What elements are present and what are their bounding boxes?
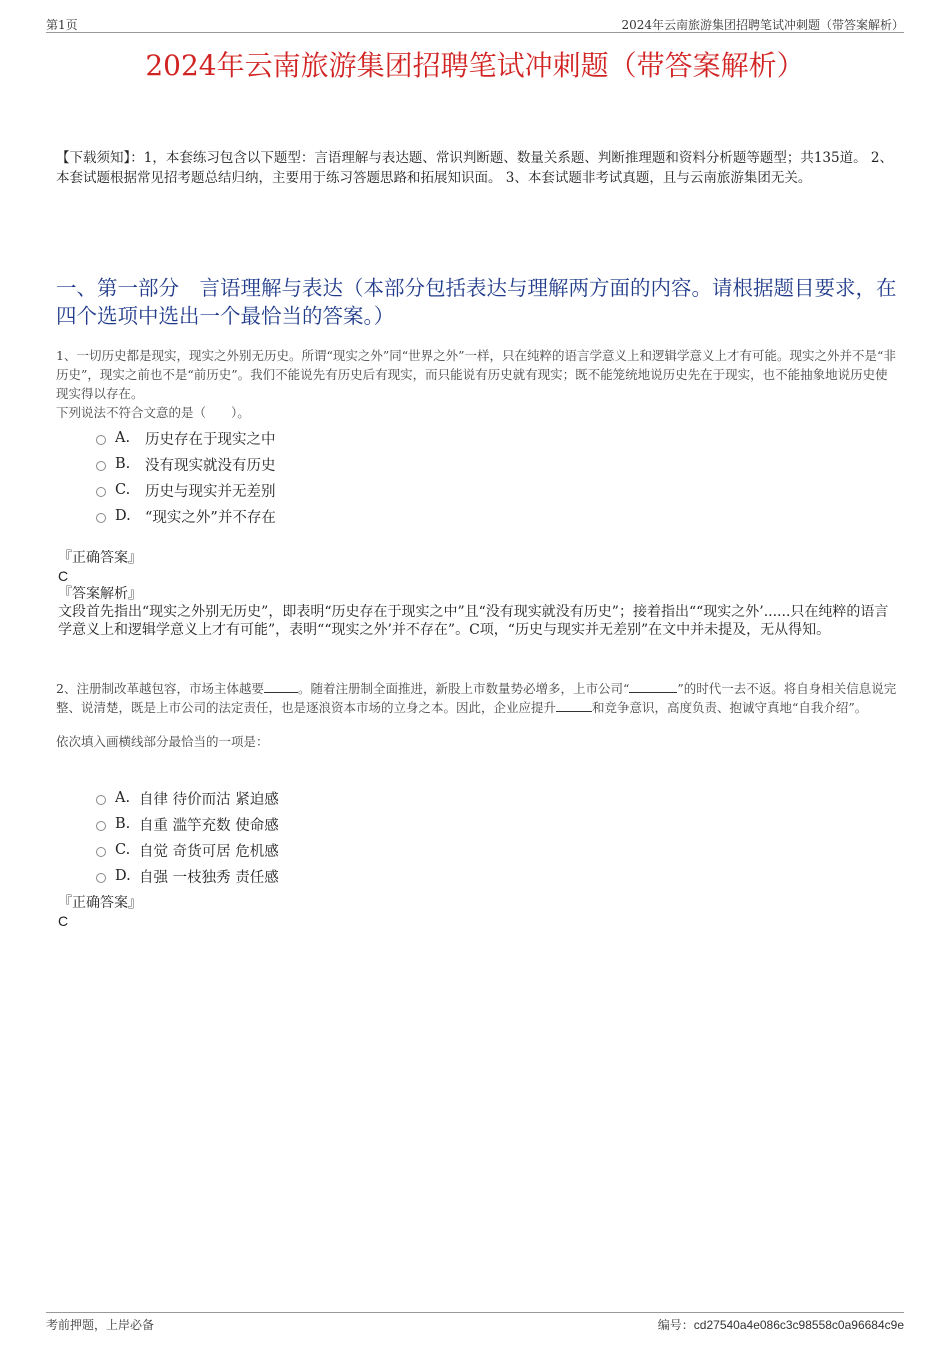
option-b[interactable] <box>96 811 279 837</box>
footer-slogan: 考前押题，上岸必备 <box>46 1318 155 1332</box>
download-notice: 【下载须知】：1，本套练习包含以下题型：言语理解与表达题、常识判断题、数量关系题、判断推理题和资料分析题等题型；共135道。 2、本套试题根据常见招考题总结归纳，主要用于练习答题思路和拓展知识面。 3、本套试题非考试真题，且与云南旅游集团无关。 <box>56 150 893 186</box>
option-a[interactable] <box>96 425 276 451</box>
radio-icon[interactable] <box>96 487 106 497</box>
option-key: A. <box>115 430 131 446</box>
option-key: C. <box>115 842 131 858</box>
radio-icon[interactable] <box>96 435 106 445</box>
option-key: D. <box>115 868 131 884</box>
document-title: 2024年云南旅游集团招聘笔试冲刺题（带答案解析） <box>145 49 805 82</box>
radio-icon[interactable] <box>96 847 106 857</box>
header-doc-title: 2024年云南旅游集团招聘笔试冲刺题（带答案解析） <box>621 18 904 32</box>
answer-value: C <box>58 913 69 929</box>
option-a[interactable] <box>96 785 279 811</box>
fill-blank <box>556 711 592 712</box>
option-text: 自律 待价而沽 紧迫感 <box>139 791 279 808</box>
radio-icon[interactable] <box>96 821 106 831</box>
option-text: 自重 滥竽充数 使命感 <box>139 817 279 834</box>
question-1-options <box>96 425 276 529</box>
analysis-text: 文段首先指出“现实之外别无历史”，即表明“历史存在于现实之中”且“没有现实就没有历史”；接着指出““现实之外’......只在纯粹的语言学意义上和逻辑学意义上才有可能”，表明““现实之外’并不存在”。C项，“历史与现实并无差别”在文中并未提及，无从得知。 <box>58 604 889 638</box>
option-text: 历史与现实并无差别 <box>145 483 276 500</box>
footer-code <box>658 1316 904 1333</box>
footer-code-value: cd27540a4e086c3c98558c0a96684c9e <box>693 1318 904 1332</box>
question-2-options <box>96 785 279 889</box>
page-footer <box>46 1312 904 1333</box>
option-text: 自觉 奇货可居 危机感 <box>139 843 279 860</box>
stem-part: ”的时代一去不返。将自身相关信息说完整、说清楚，既是上市公司的法定责任，也是逐浪资本市场的立身之本。因此，企业应提升 <box>56 681 897 715</box>
option-c[interactable] <box>96 477 276 503</box>
question-2-answer-block <box>58 894 898 930</box>
question-1-text: 1、一切历史都是现实，现实之外别无历史。所谓“现实之外”同“世界之外”一样，只在纯粹的语言学意义上和逻辑学意义上才有可能。现实之外并不是“非历史”，现实之前也不是“前历史”。我们不能说先有历史后有现实，而只能说有历史就有现实；既不能笼统地说历史先在于现实，也不能抽象地说历史使现实得以存在。 <box>56 348 896 401</box>
option-key: B. <box>115 456 131 472</box>
answer-label: 『正确答案』 <box>58 550 142 566</box>
option-text: 没有现实就没有历史 <box>145 457 276 474</box>
radio-icon[interactable] <box>96 461 106 471</box>
answer-label: 『正确答案』 <box>58 895 142 911</box>
option-key: A. <box>115 790 131 806</box>
stem-part: 。随着注册制全面推进，新股上市数量势必增多，上市公司“ <box>297 681 630 696</box>
option-text: 历史存在于现实之中 <box>145 431 276 448</box>
footer-code-label: 编号： <box>657 1318 694 1332</box>
option-text: “现实之外”并不存在 <box>145 509 276 526</box>
option-key: B. <box>115 816 131 832</box>
option-c[interactable] <box>96 837 279 863</box>
page-header <box>46 14 904 33</box>
question-2-text <box>56 679 898 717</box>
question-2-stem <box>56 679 898 751</box>
option-d[interactable] <box>96 863 279 889</box>
stem-part: 和竞争意识，高度负责、抱诚守真地“自我介绍”。 <box>592 700 868 715</box>
stem-part: 2、注册制改革越包容，市场主体越要 <box>56 681 264 696</box>
question-1-answer-block <box>58 549 898 639</box>
question-1-stem <box>56 346 898 422</box>
answer-value: C <box>58 568 69 584</box>
fill-blank <box>264 692 298 693</box>
radio-icon[interactable] <box>96 795 106 805</box>
option-key: C. <box>115 482 131 498</box>
option-key: D. <box>115 508 131 524</box>
section-title: 一、第一部分 言语理解与表达（本部分包括表达与理解两方面的内容。请根据题目要求，在四个选项中选出一个最恰当的答案。） <box>56 276 897 328</box>
radio-icon[interactable] <box>96 513 106 523</box>
option-b[interactable] <box>96 451 276 477</box>
option-d[interactable] <box>96 503 276 529</box>
radio-icon[interactable] <box>96 873 106 883</box>
question-1-prompt: 下列说法不符合文意的是（ ）。 <box>56 405 250 420</box>
analysis-label: 『答案解析』 <box>58 586 142 602</box>
option-text: 自强 一枝独秀 责任感 <box>139 869 279 886</box>
page-number: 第1页 <box>46 18 78 32</box>
fill-blank <box>629 692 677 693</box>
question-2-prompt: 依次填入画横线部分最恰当的一项是： <box>56 734 269 749</box>
